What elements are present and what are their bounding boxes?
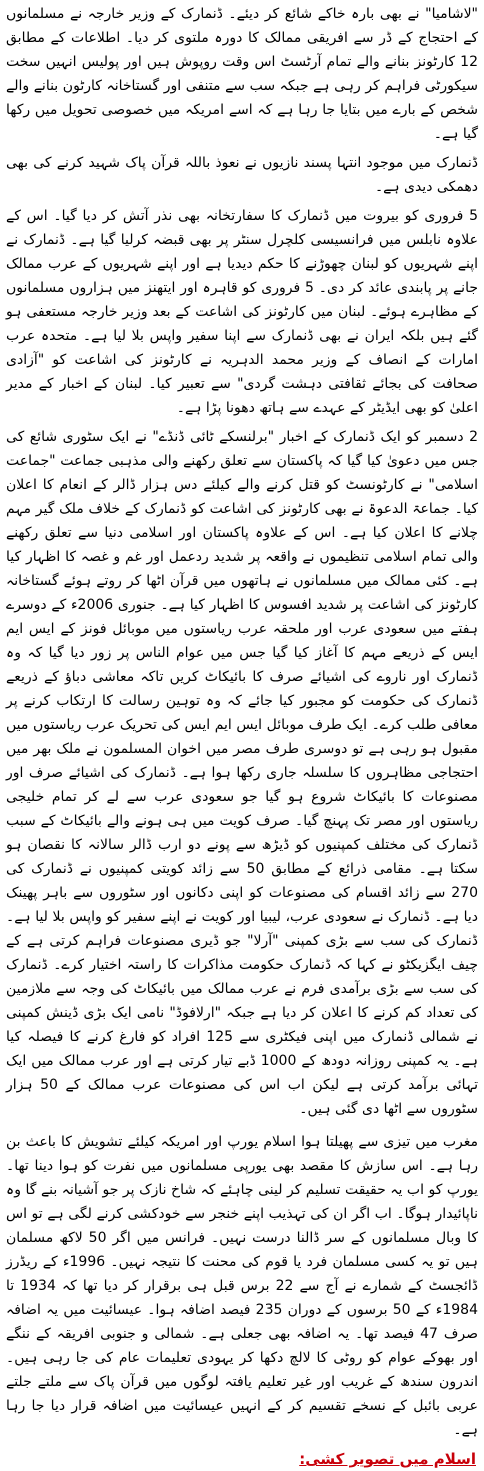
paragraph-islam-in-west: مغرب میں تیزی سے پھیلتا ہوا اسلام یورپ اور امریکہ کیلئے تشویش کا باعث بن رہا ہے۔ اس سازش کا مقصد بھی یورپی مسلمانوں میں نفرت کو ہوا دینا تھا۔ یورپ کو اب یہ حقیقت تسلیم کر لینی چاہئے کہ شاخ نازک پر جو آشیانہ بنے گا وہ ناپائیدار ہوگا۔ اب اگر ان کی تہذیب اپنے خنجر سے خودکشی کرنے لگی ہے تو اس کا وبال مسلمانوں کے سر ڈالنا درست نہیں۔ فرانس میں اگر 50 لاکھ مسلمان ہیں تو یہ کسی مسلمان فرد یا قوم کی محنت کا نتیجہ نہیں۔ 1996ء کے ریڈرز ڈائجسٹ کے شمارے نے آج سے 22 برس قبل ہی برقرار کر دیا تھا کہ 1934 تا 1984ء کے 50 برسوں کے دوران 235 فیصد اضافہ ہوا۔ عیسائیت میں یہ اضافہ صرف 47 فیصد تھا۔ یہ اضافہ بھی جعلی ہے۔ شمالی و جنوبی افریقہ کے ننگے اور بھوکے عوام کو روٹی کا لالچ دکھا کر یہودی تعلیمات عام کی جا رہی ہیں۔ اندرون سندھ کے غریب اور غیر تعلیم یافتہ لوگوں میں قرآن پاک سے ملتے جلتے عربی بائبل کے نسخے تقسیم کر کے انہیں عیسائیت میں اضافہ قرار دیا جا رہا ہے۔	[6, 1134, 478, 1438]
paragraph-cartoons-published: "لاشامیا" نے بھی بارہ خاکے شائع کر دیئے۔ ڈنمارک کے وزیر خارجہ نے مسلمانوں کے احتجاج کے ڈر سے افریقی ممالک کا دورہ ملتوی کر دیا۔ اطلاعات کے مطابق 12 کارٹونز بنانے والے تمام آرٹسٹ اس وقت روپوش ہیں اور پولیس انہیں سخت سیکورٹی فراہم کر رہی ہے جبکہ سب سے متنفی اور گستاخانہ کارٹون بنانے والے شخص کے بارے میں بتایا جا رہا ہے کہ اسے امریکہ میں خصوصی تحویل میں رکھا گیا ہے۔	[6, 6, 478, 142]
paragraph-beirut-embassy: 5 فروری کو بیروت میں ڈنمارک کا سفارتخانہ بھی نذر آتش کر دیا گیا۔ اس کے علاوہ نابلس میں فرانسیسی کلچرل سنٹر پر بھی قبضہ کرلیا گیا ہے۔ ڈنمارک نے اپنے شہریوں کو لبنان چھوڑنے کا حکم دیدیا ہے اور اپنے شہریوں کے عرب ممالک جانے پر پابندی عائد کر دی۔ 5 فروری کو قاہرہ اور ایتھنز میں ہزاروں مسلمانوں کے مظاہرے ہوئے۔ لبنان میں کارٹونز کی اشاعت کے بعد وزیر خارجہ مستعفی ہو گئے ہیں بلکہ ایران نے بھی ڈنمارک سے اپنا سفیر واپس بلا لیا ہے۔ متحدہ عرب امارات کے انصاف کے وزیر محمد الدہریہ نے کارٹونز کی اشاعت کو "آزادی صحافت کی بجائے ثقافتی دہشت گردی" سے تعبیر کیا۔ لبنان کے اخبار کے مدیر اعلیٰ کو بھی ایڈیٹر کے عہدے سے ہاتھ دھونا پڑا ہے۔	[6, 208, 478, 416]
paragraph-quran-threat: ڈنمارک میں موجود انتہا پسند نازیوں نے نعوذ باللہ قرآن پاک شہید کرنے کی بھی دھمکی دیدی ہے۔	[6, 155, 478, 195]
paragraph-boycott: 2 دسمبر کو ایک ڈنمارک کے اخبار "برلنسکے ٹائی ڈنڈے" نے ایک سٹوری شائع کی جس میں دعویٰ کیا گیا کہ پاکستان سے تعلق رکھنے والی مذہبی جماعت "جماعت اسلامی" نے کارٹونسٹ کو قتل کرنے والے کیلئے دس ہزار ڈالر کے انعام کا اعلان کیا۔ جماعۃ الدعوۃ نے بھی کارٹونز کی اشاعت کو ڈنمارک کے خلاف ملک گیر مہم چلانے کا اعلان کیا ہے۔ اس کے علاوہ پاکستان اور اسلامی دنیا سے تعلق رکھنے والی تمام اسلامی تنظیموں نے واقعہ پر شدید ردعمل اور غم و غصہ کا اظہار کیا ہے۔ کئی ممالک میں مسلمانوں نے ہاتھوں میں قرآن اٹھا کر روتے ہوئے گستاخانہ کارٹونز کی اشاعت پر شدید افسوس کا اظہار کیا ہے۔ جنوری 2006ء کے دوسرے ہفتے میں سعودی عرب اور ملحقہ عرب ریاستوں میں موبائل فونز کے ایس ایم ایس کے ذریعے مہم کا آغاز کیا گیا جس میں عوام الناس پر زور دیا گیا کہ وہ ڈنمارک اور ناروے کی اشیائے صرف کا بائیکاٹ کریں تاکہ معاشی دباؤ کے ذریعے ڈنمارک کی حکومت کو مجبور کیا جائے کہ وہ توہین رسالت کا ارتکاب کرنے پر معافی طلب کرے۔ ایک طرف موبائل ایس ایم ایس کی تحریک عرب ریاستوں میں مقبول ہو رہی ہے تو دوسری طرف مصر میں اخوان المسلمون نے ملک بھر میں احتجاجی مظاہروں کا سلسلہ جاری رکھا ہوا ہے۔ ڈنمارک کی اشیائے صرف اور مصنوعات کا بائیکاٹ شروع ہو گیا جو سعودی عرب سے لے کر تمام خلیجی ریاستوں اور مصر تک پہنچ گیا۔ صرف کویت میں ہی ہونے والے بائیکاٹ کے سبب ڈنمارک کی مختلف کمپنیوں کو ڈیڑھ سے پونے دو ارب ڈالر سالانہ کا نقصان ہو سکتا ہے۔ مقامی ذرائع کے مطابق 50 سے زائد کویتی کمپنیوں نے ڈنمارک کی 270 سے زائد اقسام کی مصنوعات کو اپنی دکانوں اور سٹوروں سے باہر پھینک دیا ہے۔ ڈنمارک نے سعودی عرب، لیبیا اور کویت نے اپنے سفیر کو واپس بلا لیا ہے۔ ڈنمارک کی سب سے بڑی کمپنی "آرلا" جو ڈیری مصنوعات فراہم کرتی ہے کے چیف ایگزیکٹو نے کہا کہ ڈنمارک حکومت مذاکرات کا راستہ اختیار کرے۔ ڈنمارک کی سب سے بڑی برآمدی فرم نے عرب ممالک میں بائیکاٹ کی وجہ سے ملازمین کی تعداد کم کرنے کا اعلان کر دیا ہے جبکہ "ارلافوڈ" نامی ایک بڑی ڈینش کمپنی نے شمالی ڈنمارک میں اپنی فیکٹری سے 125 افراد کو فارغ کرنے کا فیصلہ کیا ہے۔ یہ کمپنی روزانہ دودھ کے 1000 ڈبے تیار کرتی ہے اور عرب ممالک میں ایک تہائی برآمد کرتی ہے لیکن اب اس کی مصنوعات عرب ممالک کے 50 ہزار سٹوروں سے اٹھا دی گئی ہیں۔	[6, 429, 478, 1117]
section-heading: اسلام میں تصویر کشی:	[299, 1450, 476, 1468]
